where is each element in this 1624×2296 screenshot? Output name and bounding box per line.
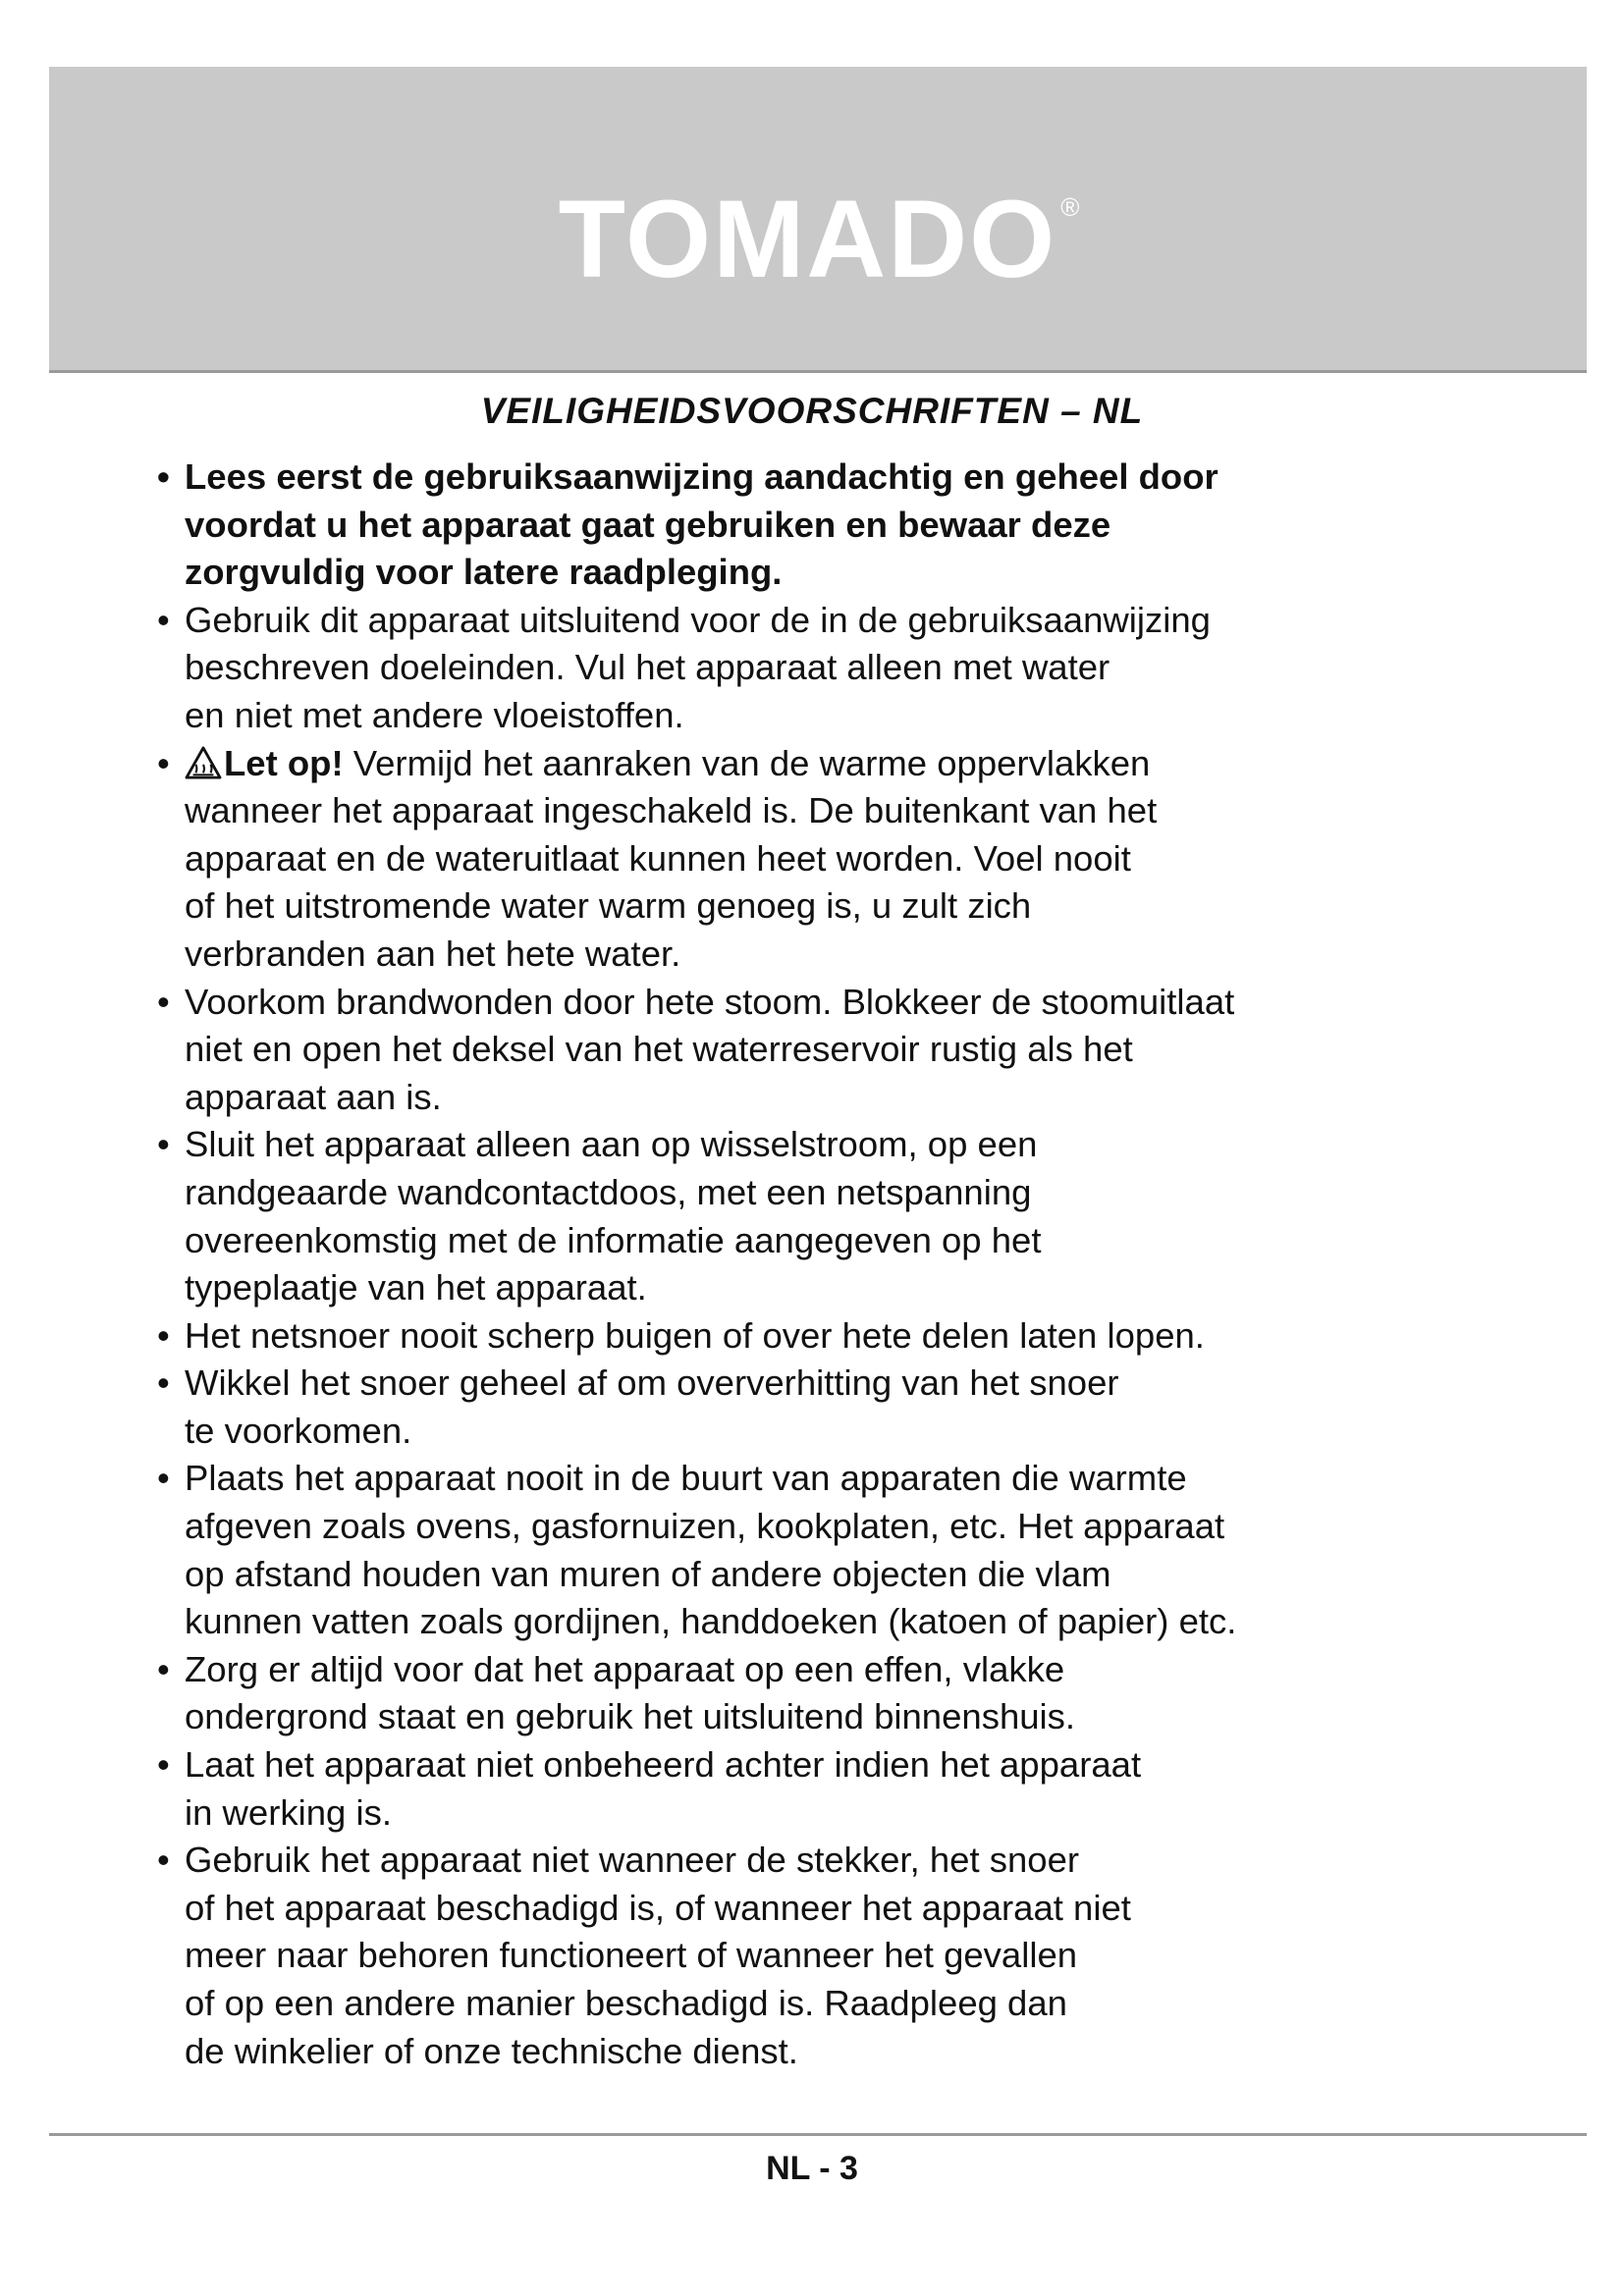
bullet: •: [157, 1840, 170, 1881]
rule-text: Gebruik het apparaat niet wanneer de stekker, het snoer of het apparaat beschadigd is, of wanneer het apparaat niet meer naar behoren functioneert of wanneer het gevallen of op een andere manier beschadigd is. Raadpleeg dan de winkelier of onze technische dienst.: [185, 1840, 1131, 2071]
bullet: •: [157, 1314, 170, 1356]
safety-rules-list: [157, 454, 1532, 2075]
bullet: •: [157, 1744, 170, 1786]
footer-divider: [49, 2133, 1587, 2136]
list-item: [157, 1837, 1532, 2075]
list-item: [157, 740, 1532, 979]
list-item: [157, 1121, 1532, 1311]
list-item: [157, 454, 1532, 597]
rule-text: Laat het apparaat niet onbeheerd achter indien het apparaat in werking is.: [185, 1744, 1142, 1833]
rule-text: Plaats het apparaat nooit in de buurt van apparaten die warmte afgeven zoals ovens, gasfornuizen, kookplaten, etc. Het apparaat op afstand houden van muren of andere objecten die vlam kunnen vatten zoals gordijnen, handdoeken (katoen of papier) etc.: [185, 1458, 1237, 1642]
warning-lead: Let op!: [224, 742, 344, 783]
bullet: •: [157, 599, 170, 640]
list-item: [157, 979, 1532, 1122]
section-title: VEILIGHEIDSVOORSCHRIFTEN – NL: [480, 391, 1144, 431]
rule-text: Wikkel het snoer geheel af om oververhitting van het snoer te voorkomen.: [185, 1362, 1119, 1451]
list-item: [157, 1360, 1532, 1455]
bullet: •: [157, 981, 170, 1022]
list-item: [157, 1646, 1532, 1741]
bullet: •: [157, 1124, 170, 1165]
hot-surface-warning-icon: [185, 746, 222, 779]
rule-text: Lees eerst de gebruiksaanwijzing aandachtig en geheel door voordat u het apparaat gaat gebruiken en bewaar deze zorgvuldig voor latere raadpleging.: [185, 456, 1218, 593]
list-item: [157, 597, 1532, 740]
rule-text: Zorg er altijd voor dat het apparaat op een effen, vlakke ondergrond staat en gebruik het uitsluitend binnenshuis.: [185, 1648, 1076, 1737]
rule-text: Het netsnoer nooit scherp buigen of over hete delen laten lopen.: [185, 1314, 1205, 1356]
header-band: [49, 67, 1587, 373]
bullet: •: [157, 742, 170, 783]
bullet: •: [157, 456, 170, 497]
brand-name: TOMADO: [558, 178, 1057, 300]
brand-logo: [49, 178, 1587, 300]
list-item: [157, 1312, 1532, 1361]
rule-text: Voorkom brandwonden door hete stoom. Blokkeer de stoomuitlaat niet en open het deksel van het waterreservoir rustig als het apparaat aan is.: [185, 981, 1235, 1117]
list-item: [157, 1455, 1532, 1645]
list-item: [157, 1741, 1532, 1837]
rule-text: Sluit het apparaat alleen aan op wisselstroom, op een randgeaarde wandcontactdoos, met een netspanning overeenkomstig met de informatie aangegeven op het typeplaatje van het apparaat.: [185, 1124, 1042, 1308]
page-number: NL - 3: [766, 2150, 858, 2187]
rule-text: Vermijd het aanraken van de warme oppervlakken wanneer het apparaat ingeschakeld is. De buitenkant van het apparaat en de wateruitlaat kunnen heet worden. Voel nooit of het uitstromende water warm genoeg is, u zult zich verbranden aan het hete water.: [185, 742, 1158, 974]
bullet: •: [157, 1458, 170, 1499]
rule-text: Gebruik dit apparaat uitsluitend voor de in de gebruiksaanwijzing beschreven doeleinden. Vul het apparaat alleen met water en niet met andere vloeistoffen.: [185, 599, 1211, 735]
bullet: •: [157, 1648, 170, 1689]
bullet: •: [157, 1362, 170, 1404]
registered-mark: ®: [1060, 192, 1082, 222]
